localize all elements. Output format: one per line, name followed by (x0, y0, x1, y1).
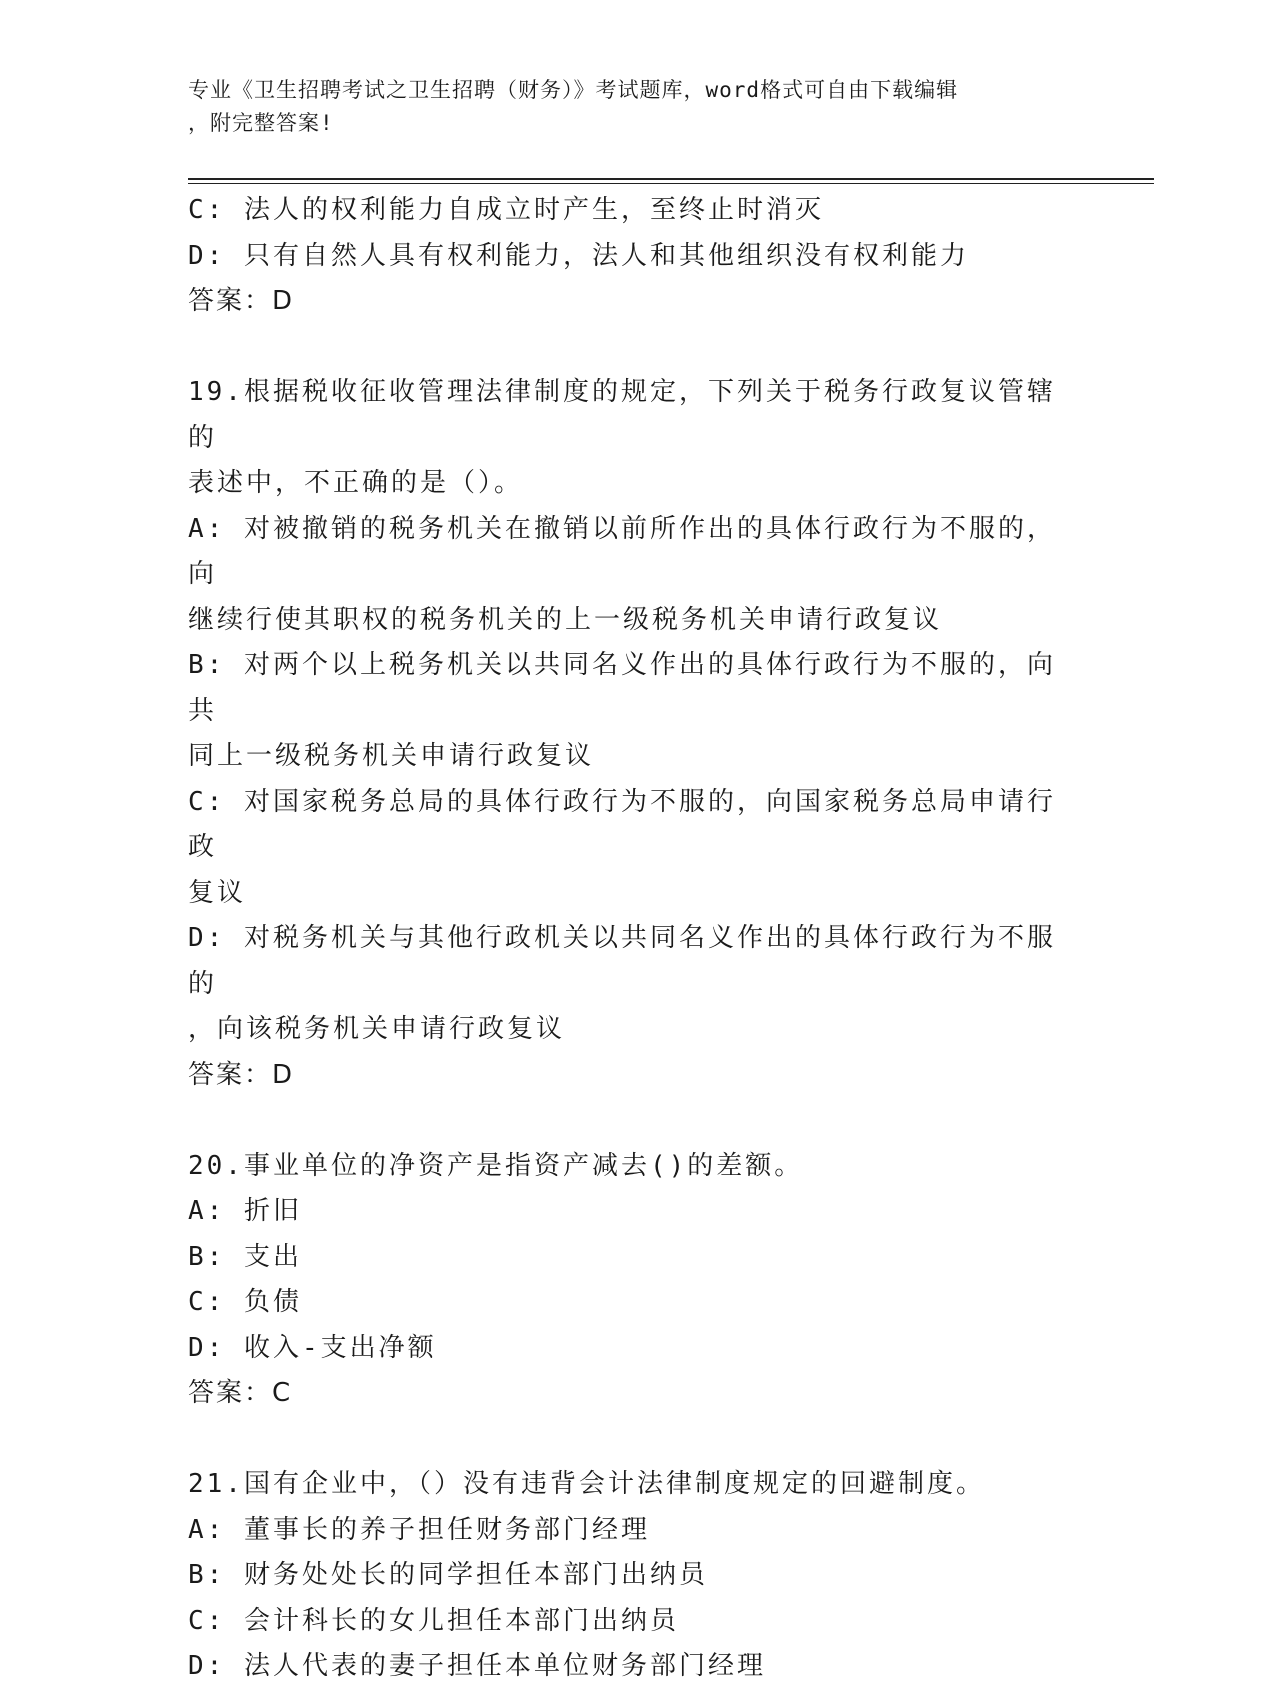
question-stem-cont: 表述中，不正确的是（）。 (188, 468, 524, 498)
question-content (188, 188, 1068, 1690)
option-b: B: 支出 (188, 1241, 302, 1272)
question-19 (188, 370, 1068, 1098)
answer: 答案：D (188, 286, 295, 316)
header-divider-thin (188, 183, 1154, 184)
option-c: C: 对国家税务总局的具体行政行为不服的，向国家税务总局申请行政 (188, 786, 1056, 862)
option-c-cont: 复议 (188, 877, 247, 908)
option-c: C: 负债 (188, 1287, 302, 1317)
option-b: B: 对两个以上税务机关以共同名义作出的具体行政行为不服的，向共 (188, 650, 1056, 726)
option-a: A: 对被撤销的税务机关在撤销以前所作出的具体行政行为不服的，向 (188, 513, 1056, 589)
answer: 答案：D (188, 1059, 295, 1090)
option-a: A: 折旧 (188, 1196, 302, 1226)
option-b: B: 财务处处长的同学担任本部门出纳员 (188, 1560, 708, 1590)
option-c: C: 会计科长的女儿担任本部门出纳员 (188, 1605, 679, 1636)
header-divider-thick (188, 178, 1154, 180)
option-a-cont: 继续行使其职权的税务机关的上一级税务机关申请行政复议 (188, 604, 943, 635)
answer: 答案：C (188, 1378, 293, 1408)
header-line-1: 专业《卫生招聘考试之卫生招聘（财务）》考试题库，word格式可自由下载编辑 (188, 78, 959, 102)
option-d: D: 收入-支出净额 (188, 1332, 437, 1363)
question-stem: 20.事业单位的净资产是指资产减去()的差额。 (188, 1150, 804, 1181)
option-d: D: 只有自然人具有权利能力，法人和其他组织没有权利能力 (188, 240, 969, 271)
question-stem: 21.国有企业中，（）没有违背会计法律制度规定的回避制度。 (188, 1469, 985, 1499)
question-21 (188, 1462, 1068, 1690)
question-stem: 19.根据税收征收管理法律制度的规定，下列关于税务行政复议管辖的 (188, 377, 1056, 453)
option-d: D: 对税务机关与其他行政机关以共同名义作出的具体行政行为不服的 (188, 923, 1056, 999)
option-c: C: 法人的权利能力自成立时产生，至终止时消灭 (188, 195, 824, 225)
question-20 (188, 1144, 1068, 1417)
document-header (188, 74, 1068, 140)
header-line-2: ，附完整答案! (188, 111, 334, 135)
option-d: D: 法人代表的妻子担任本单位财务部门经理 (188, 1651, 766, 1681)
option-a: A: 董事长的养子担任财务部门经理 (188, 1514, 650, 1545)
option-b-cont: 同上一级税务机关申请行政复议 (188, 741, 595, 771)
option-d-cont: ，向该税务机关申请行政复议 (188, 1014, 566, 1044)
question-18-tail (188, 188, 1068, 325)
